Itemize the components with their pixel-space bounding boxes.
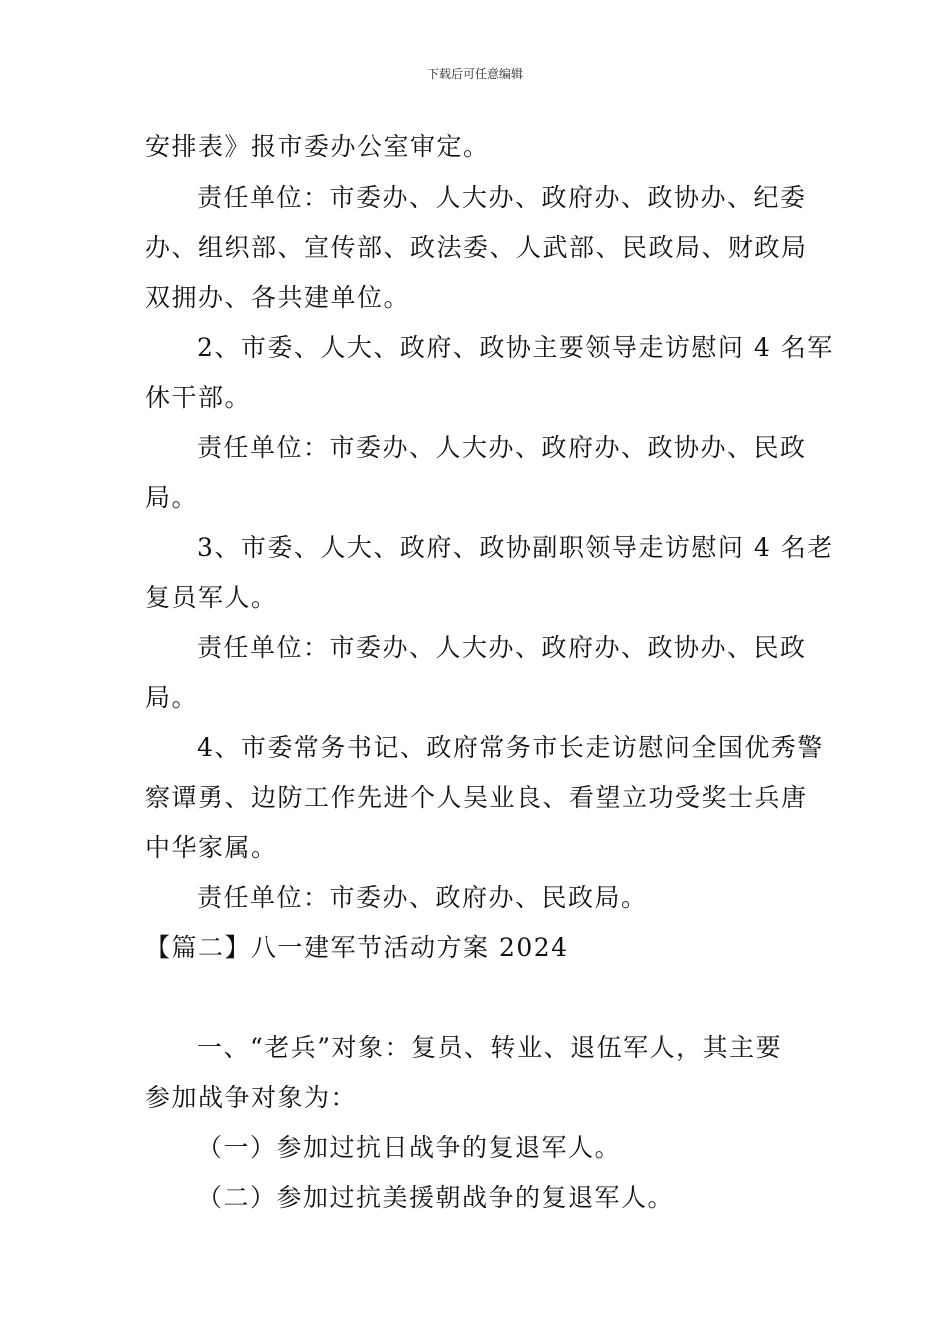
body-line: 双拥办、各共建单位。 [145,283,411,312]
body-line: （一）参加过抗日战争的复退军人。 [197,1133,622,1162]
body-line: （二）参加过抗美援朝战争的复退军人。 [197,1183,675,1212]
body-line: 4、市委常务书记、政府常务市长走访慰问全国优秀警 [197,733,824,762]
body-line: 参加战争对象为： [145,1083,358,1112]
body-line: 中华家属。 [145,833,278,862]
body-line: 责任单位：市委办、人大办、政府办、政协办、民政 [197,633,807,662]
body-line: 局。 [145,683,199,712]
body-line: 办、组织部、宣传部、政法委、人武部、民政局、财政局 [145,233,808,262]
body-line: 一、“老兵”对象：复员、转业、退伍军人，其主要 [197,1033,783,1062]
body-line: 3、市委、人大、政府、政协副职领导走访慰问 4 名老 [197,533,834,562]
section-heading: 【篇二】八一建军节活动方案 2024 [145,933,569,962]
body-line: 察谭勇、边防工作先进个人吴业良、看望立功受奖士兵唐 [145,783,808,812]
body-line: 局。 [145,483,199,512]
body-line: 复员军人。 [145,583,278,612]
body-line: 责任单位：市委办、人大办、政府办、政协办、纪委 [197,183,807,212]
body-line: 休干部。 [145,383,252,412]
page-header: 下载后可任意编辑 [426,67,523,81]
body-line: 安排表》报市委办公室审定。 [145,132,490,161]
body-line: 责任单位：市委办、政府办、民政局。 [197,883,648,912]
body-line: 2、市委、人大、政府、政协主要领导走访慰问 4 名军 [197,333,834,362]
body-line: 责任单位：市委办、人大办、政府办、政协办、民政 [197,433,807,462]
